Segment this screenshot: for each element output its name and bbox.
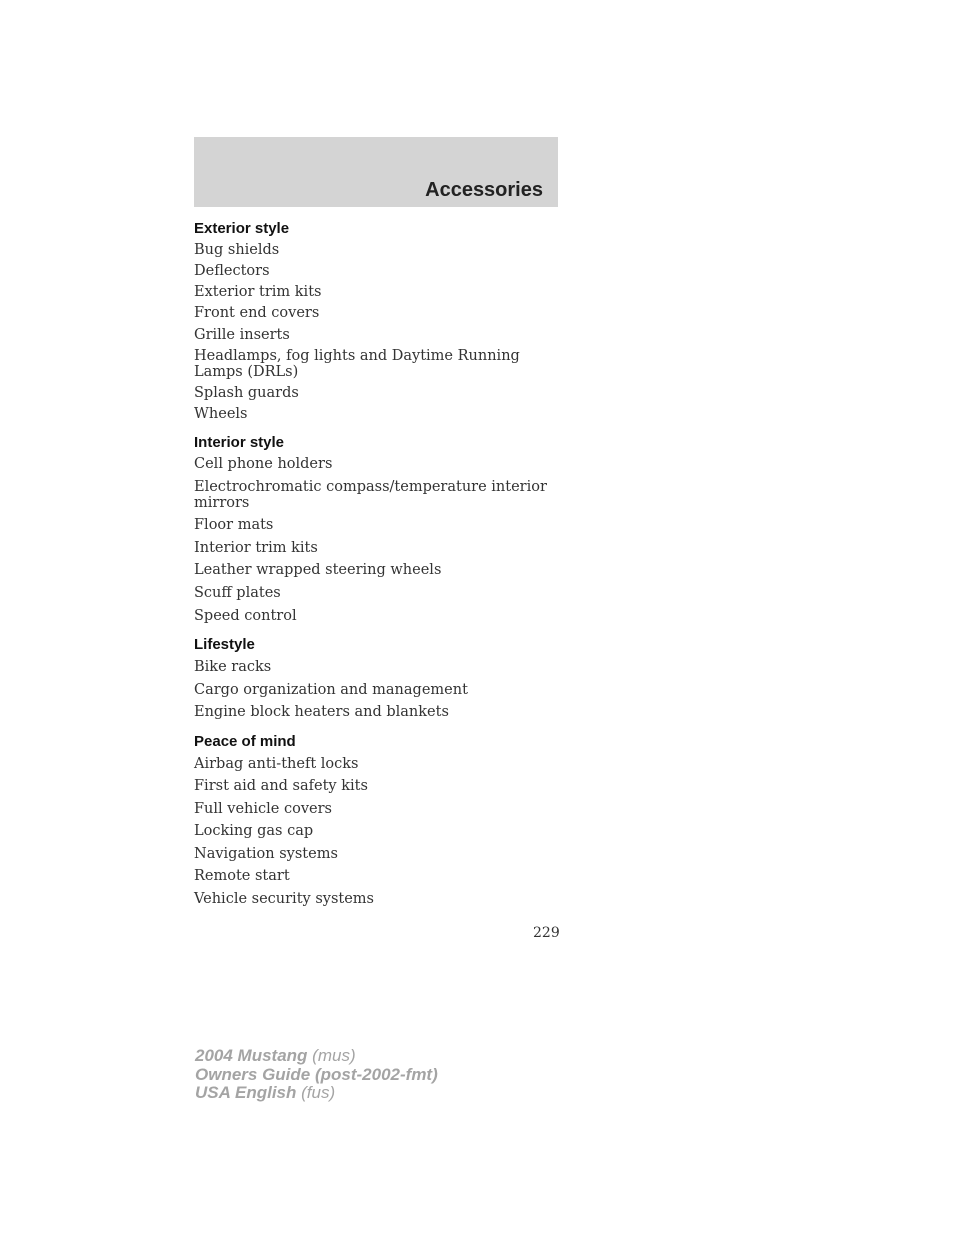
footer-model: 2004 Mustang (195, 1046, 308, 1065)
footer-line-model (195, 1047, 438, 1066)
list-item: Cargo organization and management (194, 681, 468, 698)
document-footer (195, 1047, 438, 1103)
list-item: Navigation systems (194, 845, 338, 862)
footer-language-code: (fus) (301, 1083, 336, 1102)
list-item: Electrochromatic compass/temperature interior mirrors (194, 479, 547, 511)
section-heading: Lifestyle (194, 636, 255, 653)
list-item: Remote start (194, 868, 290, 884)
list-item: First aid and safety kits (194, 778, 368, 794)
list-item: Front end covers (194, 305, 320, 321)
footer-line-language (195, 1084, 438, 1103)
list-item: Floor mats (194, 517, 274, 533)
section-header-band (194, 137, 558, 207)
page-number: 229 (533, 925, 560, 941)
accessories-list (194, 220, 558, 907)
list-item: Splash guards (194, 384, 299, 401)
section-heading: Interior style (194, 434, 285, 451)
list-item: Vehicle security systems (194, 890, 374, 907)
list-item: Deflectors (194, 263, 270, 279)
list-item: Full vehicle covers (194, 800, 332, 817)
list-item: Cell phone holders (194, 456, 333, 472)
list-item: Wheels (194, 405, 248, 422)
list-item: Airbag anti-theft locks (194, 755, 359, 772)
section-heading: Exterior style (194, 220, 290, 237)
list-item: Headlamps, fog lights and Daytime Running Lamps (DRLs) (194, 348, 520, 380)
list-item: Engine block heaters and blankets (194, 704, 449, 720)
list-item: Grille inserts (194, 326, 290, 343)
list-item: Interior trim kits (194, 539, 318, 556)
list-item: Exterior trim kits (194, 284, 322, 300)
section-peace-of-mind (194, 733, 558, 908)
footer-language: USA English (195, 1083, 297, 1102)
footer-model-code: (mus) (312, 1046, 356, 1065)
section-heading: Peace of mind (194, 732, 296, 750)
list-item: Leather wrapped steering wheels (194, 562, 442, 578)
list-item: Speed control (194, 607, 297, 624)
footer-line-guide (195, 1066, 438, 1085)
page-title: Accessories (425, 179, 543, 201)
section-lifestyle (194, 636, 558, 721)
footer-guide: Owners Guide (post-2002-fmt) (195, 1064, 438, 1084)
list-item: Bike racks (194, 659, 272, 675)
list-item: Scuff plates (194, 584, 281, 601)
list-item: Locking gas cap (194, 823, 314, 839)
list-item: Bug shields (194, 242, 280, 258)
section-exterior-style (194, 220, 558, 422)
section-interior-style (194, 434, 558, 624)
